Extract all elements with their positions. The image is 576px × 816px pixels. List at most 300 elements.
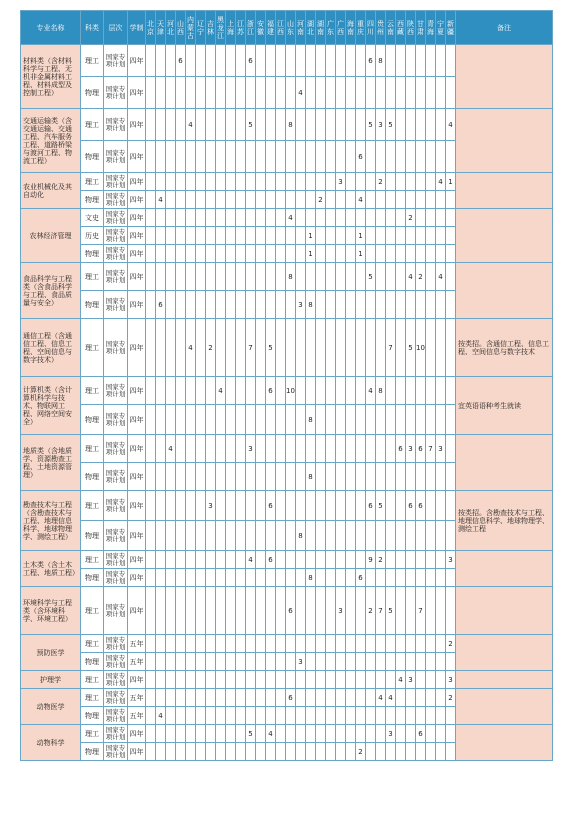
quota-cell bbox=[306, 141, 316, 173]
quota-cell bbox=[146, 707, 156, 725]
note-cell bbox=[456, 671, 553, 689]
note-cell bbox=[456, 725, 553, 761]
quota-cell bbox=[226, 227, 236, 245]
quota-cell bbox=[446, 245, 456, 263]
quota-cell bbox=[176, 725, 186, 743]
quota-cell bbox=[176, 191, 186, 209]
quota-cell bbox=[306, 689, 316, 707]
quota-cell bbox=[386, 435, 396, 463]
quota-cell bbox=[276, 319, 286, 377]
duration-cell: 四年 bbox=[128, 405, 146, 435]
quota-cell bbox=[396, 463, 406, 491]
quota-cell: 2 bbox=[446, 689, 456, 707]
quota-cell bbox=[446, 141, 456, 173]
quota-cell bbox=[156, 551, 166, 569]
header-province: 河北 bbox=[166, 11, 176, 45]
quota-cell bbox=[426, 569, 436, 587]
quota-cell bbox=[226, 521, 236, 551]
quota-cell bbox=[396, 319, 406, 377]
quota-cell: 8 bbox=[306, 405, 316, 435]
quota-cell bbox=[156, 569, 166, 587]
quota-cell: 5 bbox=[386, 109, 396, 141]
quota-cell bbox=[326, 405, 336, 435]
quota-cell: 2 bbox=[406, 209, 416, 227]
quota-cell bbox=[276, 435, 286, 463]
quota-cell bbox=[436, 227, 446, 245]
quota-cell: 6 bbox=[366, 45, 376, 77]
quota-cell bbox=[186, 587, 196, 635]
quota-cell bbox=[256, 141, 266, 173]
quota-cell bbox=[236, 191, 246, 209]
quota-cell bbox=[186, 45, 196, 77]
level-cell: 国家专项计划 bbox=[104, 319, 128, 377]
quota-cell bbox=[316, 689, 326, 707]
quota-cell bbox=[386, 671, 396, 689]
quota-cell bbox=[416, 405, 426, 435]
quota-cell bbox=[376, 707, 386, 725]
quota-cell bbox=[416, 635, 426, 653]
quota-cell bbox=[216, 463, 226, 491]
quota-cell bbox=[296, 689, 306, 707]
quota-cell: 4 bbox=[156, 191, 166, 209]
quota-cell bbox=[396, 245, 406, 263]
quota-cell bbox=[296, 435, 306, 463]
quota-cell bbox=[156, 653, 166, 671]
quota-cell bbox=[266, 653, 276, 671]
quota-cell bbox=[376, 209, 386, 227]
quota-cell bbox=[316, 109, 326, 141]
quota-cell bbox=[226, 141, 236, 173]
quota-cell bbox=[236, 227, 246, 245]
quota-cell bbox=[366, 245, 376, 263]
quota-cell bbox=[196, 109, 206, 141]
quota-cell bbox=[346, 109, 356, 141]
quota-cell bbox=[266, 245, 276, 263]
quota-cell bbox=[196, 191, 206, 209]
quota-cell bbox=[306, 707, 316, 725]
quota-cell bbox=[156, 521, 166, 551]
quota-cell bbox=[196, 435, 206, 463]
quota-cell bbox=[226, 191, 236, 209]
quota-cell: 6 bbox=[286, 587, 296, 635]
quota-cell bbox=[226, 491, 236, 521]
quota-cell bbox=[396, 173, 406, 191]
quota-cell bbox=[426, 405, 436, 435]
quota-cell bbox=[226, 587, 236, 635]
quota-cell bbox=[216, 319, 226, 377]
quota-cell bbox=[276, 245, 286, 263]
quota-cell bbox=[306, 263, 316, 291]
quota-cell bbox=[286, 173, 296, 191]
quota-cell bbox=[346, 689, 356, 707]
quota-cell bbox=[376, 291, 386, 319]
level-cell: 国家专项计划 bbox=[104, 405, 128, 435]
category-cell: 物理 bbox=[81, 653, 104, 671]
quota-cell bbox=[286, 671, 296, 689]
quota-cell bbox=[246, 209, 256, 227]
quota-cell bbox=[346, 263, 356, 291]
quota-cell bbox=[166, 405, 176, 435]
quota-cell bbox=[186, 173, 196, 191]
quota-cell bbox=[326, 671, 336, 689]
quota-cell bbox=[266, 689, 276, 707]
quota-cell bbox=[216, 141, 226, 173]
quota-cell bbox=[356, 671, 366, 689]
quota-cell bbox=[146, 263, 156, 291]
quota-cell bbox=[166, 377, 176, 405]
quota-cell bbox=[256, 551, 266, 569]
quota-cell: 8 bbox=[306, 569, 316, 587]
quota-cell bbox=[316, 725, 326, 743]
quota-cell: 3 bbox=[406, 435, 416, 463]
quota-cell bbox=[266, 405, 276, 435]
quota-cell bbox=[216, 725, 226, 743]
quota-cell bbox=[266, 191, 276, 209]
quota-cell bbox=[416, 653, 426, 671]
quota-cell bbox=[296, 405, 306, 435]
quota-cell bbox=[196, 689, 206, 707]
quota-cell bbox=[286, 435, 296, 463]
quota-cell bbox=[246, 671, 256, 689]
quota-cell bbox=[206, 463, 216, 491]
quota-cell bbox=[186, 245, 196, 263]
quota-cell bbox=[286, 491, 296, 521]
quota-cell bbox=[436, 45, 446, 77]
quota-cell bbox=[376, 671, 386, 689]
header-province: 陕西 bbox=[406, 11, 416, 45]
quota-cell bbox=[156, 227, 166, 245]
quota-cell bbox=[386, 291, 396, 319]
quota-cell bbox=[286, 463, 296, 491]
major-name-cell: 预防医学 bbox=[21, 635, 81, 671]
note-cell bbox=[456, 635, 553, 671]
quota-cell bbox=[356, 45, 366, 77]
quota-cell bbox=[146, 463, 156, 491]
quota-cell bbox=[226, 635, 236, 653]
quota-cell bbox=[326, 319, 336, 377]
quota-cell bbox=[246, 569, 256, 587]
quota-cell bbox=[206, 435, 216, 463]
quota-cell bbox=[326, 551, 336, 569]
quota-cell bbox=[256, 77, 266, 109]
level-cell: 国家专项计划 bbox=[104, 725, 128, 743]
quota-cell bbox=[246, 291, 256, 319]
quota-cell: 3 bbox=[386, 725, 396, 743]
quota-cell bbox=[426, 319, 436, 377]
quota-cell bbox=[236, 405, 246, 435]
quota-cell bbox=[356, 521, 366, 551]
quota-cell: 4 bbox=[446, 109, 456, 141]
table-row bbox=[21, 45, 553, 77]
quota-cell bbox=[316, 435, 326, 463]
header-province: 安徽 bbox=[256, 11, 266, 45]
table-row bbox=[21, 109, 553, 141]
quota-cell: 3 bbox=[296, 653, 306, 671]
quota-cell bbox=[436, 707, 446, 725]
quota-cell bbox=[266, 77, 276, 109]
quota-cell bbox=[156, 245, 166, 263]
level-cell: 国家专项计划 bbox=[104, 377, 128, 405]
quota-cell bbox=[336, 635, 346, 653]
header-province: 湖南 bbox=[316, 11, 326, 45]
duration-cell: 四年 bbox=[128, 377, 146, 405]
major-name-cell: 计算机类（含计算机科学与技术、物联网工程、网络空间安全） bbox=[21, 377, 81, 435]
quota-cell bbox=[176, 227, 186, 245]
quota-cell bbox=[156, 689, 166, 707]
category-cell: 理工 bbox=[81, 635, 104, 653]
header-province: 浙江 bbox=[246, 11, 256, 45]
duration-cell: 四年 bbox=[128, 491, 146, 521]
quota-cell bbox=[276, 707, 286, 725]
quota-cell: 8 bbox=[306, 463, 316, 491]
quota-cell bbox=[236, 635, 246, 653]
quota-cell bbox=[356, 689, 366, 707]
quota-cell bbox=[186, 191, 196, 209]
quota-cell bbox=[166, 707, 176, 725]
quota-cell bbox=[206, 227, 216, 245]
quota-cell bbox=[146, 491, 156, 521]
quota-cell bbox=[336, 377, 346, 405]
quota-cell bbox=[266, 435, 276, 463]
quota-cell bbox=[156, 263, 166, 291]
duration-cell: 四年 bbox=[128, 245, 146, 263]
quota-cell bbox=[386, 77, 396, 109]
quota-cell bbox=[416, 521, 426, 551]
quota-cell: 6 bbox=[266, 551, 276, 569]
quota-cell bbox=[316, 635, 326, 653]
table-row bbox=[21, 209, 553, 227]
quota-cell bbox=[256, 743, 266, 761]
quota-cell bbox=[346, 45, 356, 77]
quota-cell bbox=[406, 725, 416, 743]
quota-cell bbox=[396, 635, 406, 653]
quota-cell bbox=[426, 377, 436, 405]
category-cell: 理工 bbox=[81, 689, 104, 707]
quota-cell bbox=[176, 77, 186, 109]
quota-cell bbox=[246, 491, 256, 521]
quota-cell: 4 bbox=[386, 689, 396, 707]
level-cell: 国家专项计划 bbox=[104, 109, 128, 141]
quota-cell bbox=[306, 77, 316, 109]
quota-cell: 5 bbox=[246, 109, 256, 141]
quota-cell bbox=[276, 291, 286, 319]
duration-cell: 四年 bbox=[128, 569, 146, 587]
quota-cell bbox=[166, 671, 176, 689]
quota-cell bbox=[426, 227, 436, 245]
quota-cell bbox=[386, 707, 396, 725]
quota-cell bbox=[376, 319, 386, 377]
quota-cell bbox=[176, 109, 186, 141]
category-cell: 理工 bbox=[81, 587, 104, 635]
quota-cell bbox=[436, 671, 446, 689]
quota-cell bbox=[206, 671, 216, 689]
quota-cell bbox=[396, 45, 406, 77]
quota-cell bbox=[146, 191, 156, 209]
quota-cell bbox=[326, 491, 336, 521]
quota-cell bbox=[146, 551, 156, 569]
quota-cell: 4 bbox=[436, 263, 446, 291]
quota-cell bbox=[306, 45, 316, 77]
quota-cell bbox=[266, 463, 276, 491]
quota-cell bbox=[236, 653, 246, 671]
quota-cell: 1 bbox=[306, 245, 316, 263]
quota-cell bbox=[166, 77, 176, 109]
quota-cell bbox=[436, 569, 446, 587]
header-category: 科类 bbox=[81, 11, 104, 45]
quota-cell bbox=[326, 521, 336, 551]
quota-cell bbox=[156, 209, 166, 227]
quota-cell bbox=[206, 689, 216, 707]
quota-cell bbox=[276, 191, 286, 209]
quota-cell bbox=[326, 173, 336, 191]
quota-cell bbox=[366, 227, 376, 245]
quota-cell bbox=[276, 551, 286, 569]
quota-cell bbox=[396, 191, 406, 209]
quota-cell bbox=[236, 263, 246, 291]
quota-cell bbox=[206, 141, 216, 173]
quota-cell bbox=[186, 569, 196, 587]
quota-cell bbox=[276, 653, 286, 671]
quota-cell: 5 bbox=[386, 587, 396, 635]
quota-cell bbox=[266, 263, 276, 291]
quota-cell bbox=[256, 377, 266, 405]
quota-cell bbox=[356, 173, 366, 191]
quota-cell: 4 bbox=[286, 209, 296, 227]
quota-cell bbox=[246, 77, 256, 109]
quota-cell bbox=[346, 521, 356, 551]
quota-cell bbox=[346, 141, 356, 173]
quota-cell bbox=[216, 671, 226, 689]
quota-cell bbox=[166, 45, 176, 77]
quota-cell bbox=[296, 743, 306, 761]
level-cell: 国家专项计划 bbox=[104, 653, 128, 671]
quota-cell bbox=[436, 587, 446, 635]
level-cell: 国家专项计划 bbox=[104, 587, 128, 635]
quota-cell bbox=[196, 635, 206, 653]
quota-cell bbox=[366, 435, 376, 463]
quota-cell bbox=[246, 463, 256, 491]
category-cell: 物理 bbox=[81, 77, 104, 109]
quota-cell bbox=[446, 463, 456, 491]
quota-cell bbox=[366, 209, 376, 227]
quota-cell bbox=[186, 77, 196, 109]
quota-cell bbox=[156, 141, 166, 173]
quota-cell bbox=[296, 263, 306, 291]
quota-cell: 4 bbox=[396, 671, 406, 689]
quota-cell bbox=[146, 209, 156, 227]
quota-cell bbox=[196, 671, 206, 689]
quota-cell bbox=[196, 141, 206, 173]
quota-cell bbox=[366, 689, 376, 707]
quota-cell bbox=[176, 435, 186, 463]
quota-cell bbox=[256, 653, 266, 671]
quota-cell bbox=[406, 109, 416, 141]
quota-cell: 5 bbox=[376, 491, 386, 521]
quota-cell bbox=[356, 263, 366, 291]
level-cell: 国家专项计划 bbox=[104, 707, 128, 725]
quota-cell bbox=[216, 587, 226, 635]
header-province: 山东 bbox=[286, 11, 296, 45]
quota-cell bbox=[286, 77, 296, 109]
quota-cell bbox=[386, 141, 396, 173]
quota-cell bbox=[256, 405, 266, 435]
duration-cell: 四年 bbox=[128, 319, 146, 377]
quota-cell bbox=[226, 377, 236, 405]
quota-cell bbox=[206, 245, 216, 263]
quota-cell bbox=[206, 173, 216, 191]
quota-cell: 1 bbox=[306, 227, 316, 245]
quota-cell bbox=[396, 653, 406, 671]
quota-cell bbox=[336, 141, 346, 173]
level-cell: 国家专项计划 bbox=[104, 173, 128, 191]
quota-cell bbox=[396, 405, 406, 435]
quota-cell bbox=[326, 435, 336, 463]
quota-cell bbox=[176, 209, 186, 227]
quota-cell bbox=[296, 725, 306, 743]
quota-cell bbox=[276, 587, 286, 635]
quota-cell bbox=[276, 671, 286, 689]
quota-cell bbox=[226, 671, 236, 689]
quota-cell: 6 bbox=[266, 377, 276, 405]
quota-cell bbox=[436, 109, 446, 141]
quota-cell bbox=[406, 551, 416, 569]
quota-cell bbox=[346, 463, 356, 491]
category-cell: 理工 bbox=[81, 551, 104, 569]
quota-cell bbox=[326, 569, 336, 587]
quota-cell bbox=[296, 463, 306, 491]
quota-cell bbox=[286, 291, 296, 319]
quota-cell bbox=[346, 725, 356, 743]
quota-cell bbox=[326, 209, 336, 227]
quota-cell bbox=[236, 435, 246, 463]
quota-cell bbox=[276, 109, 286, 141]
category-cell: 物理 bbox=[81, 245, 104, 263]
quota-cell bbox=[326, 377, 336, 405]
quota-cell: 7 bbox=[416, 587, 426, 635]
quota-cell bbox=[306, 109, 316, 141]
quota-cell bbox=[176, 551, 186, 569]
quota-cell: 5 bbox=[246, 725, 256, 743]
quota-cell bbox=[286, 635, 296, 653]
category-cell: 理工 bbox=[81, 263, 104, 291]
quota-cell: 4 bbox=[356, 191, 366, 209]
quota-cell bbox=[266, 569, 276, 587]
quota-cell bbox=[396, 587, 406, 635]
quota-cell bbox=[186, 209, 196, 227]
quota-cell bbox=[226, 405, 236, 435]
quota-cell bbox=[296, 671, 306, 689]
note-cell: 按类招。含通信工程、信息工程、空间信息与数字技术 bbox=[456, 319, 553, 377]
quota-cell bbox=[376, 569, 386, 587]
quota-cell bbox=[296, 319, 306, 377]
quota-cell bbox=[396, 707, 406, 725]
quota-cell bbox=[186, 377, 196, 405]
quota-cell bbox=[446, 491, 456, 521]
quota-cell bbox=[306, 491, 316, 521]
quota-cell bbox=[396, 109, 406, 141]
duration-cell: 四年 bbox=[128, 551, 146, 569]
quota-cell bbox=[186, 551, 196, 569]
quota-cell bbox=[276, 209, 286, 227]
duration-cell: 四年 bbox=[128, 45, 146, 77]
quota-cell bbox=[166, 743, 176, 761]
quota-cell bbox=[256, 491, 266, 521]
category-cell: 物理 bbox=[81, 463, 104, 491]
quota-cell bbox=[176, 141, 186, 173]
quota-cell bbox=[146, 45, 156, 77]
quota-cell bbox=[326, 725, 336, 743]
quota-cell bbox=[406, 689, 416, 707]
